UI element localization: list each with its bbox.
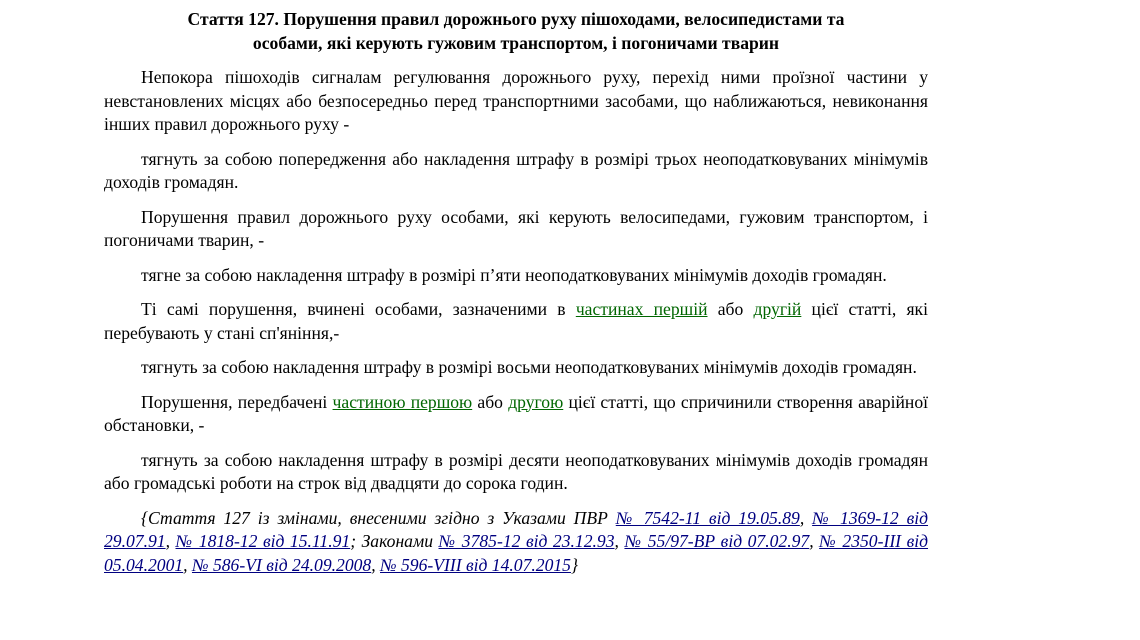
note-link-8[interactable]: № 596-VIII від 14.07.2015	[380, 554, 571, 575]
note-link-3[interactable]: № 1818-12 від 15.11.91	[175, 531, 351, 551]
paragraph-3: Порушення правил дорожнього руху особами, які керують велосипедами, гужовим транспортом, і погоничами тварин, -	[104, 206, 928, 250]
note-close: }	[570, 554, 579, 575]
paragraph-7-text-c: цієї статті, що спричинили створення аварійної обстановки, -	[104, 391, 928, 435]
paragraph-7-text-b: або	[472, 391, 509, 412]
note-sep-5: ,	[809, 531, 820, 551]
note-link-7[interactable]: № 586-VI від 24.09.2008	[191, 554, 372, 575]
paragraph-2: тягнуть за собою попередження або накладення штрафу в розмірі трьох неоподатковуваних мінімумів доходів громадян.	[104, 148, 928, 192]
document	[104, 8, 928, 577]
paragraph-5-text-c: цієї статті, які перебувають у стані сп'яніння,-	[104, 299, 928, 343]
paragraph-5-text-a: Ті самі порушення, вчинені особами, зазначеними в	[141, 299, 576, 319]
link-part-one-alt[interactable]: частиною першою	[332, 391, 473, 412]
note-sep-6: ,	[183, 554, 192, 575]
link-part-two[interactable]: другій	[753, 299, 802, 319]
paragraph-7	[104, 391, 928, 438]
note-link-6[interactable]: № 2350-III від 05.04.2001	[104, 531, 929, 575]
paragraph-5	[104, 298, 928, 345]
note-sep-1: ,	[799, 507, 813, 528]
article-title	[104, 8, 928, 55]
note-link-2[interactable]: № 1369-12 від 29.07.91	[104, 507, 929, 551]
note-sep-7: ,	[371, 554, 381, 575]
note-link-4[interactable]: № 3785-12 від 23.12.93	[438, 531, 615, 551]
paragraph-6: тягнуть за собою накладення штрафу в розмірі восьми неоподатковуваних мінімумів доходів громадян.	[141, 357, 917, 377]
note-link-5[interactable]: № 55/97-ВР від 07.02.97	[624, 531, 810, 551]
paragraph-8: тягнуть за собою накладення штрафу в розмірі десяти неоподатковуваних мінімумів доходів громадян або громадські роботи на строк від двадцяти до сорока годин.	[104, 449, 928, 493]
article-title-line2: особами, які керують гужовим транспортом, і погоничами тварин	[252, 32, 780, 53]
paragraph-7-text-a: Порушення, передбачені	[141, 391, 333, 412]
paragraph-5-text-b: або	[707, 299, 754, 319]
note-link-1[interactable]: № 7542-11 від 19.05.89	[615, 507, 800, 528]
note-mid: ; Законами	[350, 531, 439, 551]
note-sep-4: ,	[614, 531, 625, 551]
paragraph-1: Непокора пішоходів сигналам регулювання дорожнього руху, перехід ними проїзної частини у невстановлених місцях або безпосередньо перед транспортними засобами, що наближаються, невиконання інших правил дорожнього руху -	[104, 67, 928, 134]
link-part-one[interactable]: частинах першій	[575, 299, 708, 319]
note-sep-2: ,	[165, 531, 176, 551]
paragraph-4: тягне за собою накладення штрафу в розмірі п’яти неоподатковуваних мінімумів доходів громадян.	[141, 264, 887, 285]
note-open: {Стаття 127 із змінами, внесеними згідно з Указами ПВР	[141, 507, 616, 528]
link-part-two-alt[interactable]: другою	[508, 391, 564, 412]
article-title-line1: Стаття 127. Порушення правил дорожнього руху пішоходами, велосипедистами та	[187, 9, 845, 29]
amendments-note	[104, 507, 928, 578]
